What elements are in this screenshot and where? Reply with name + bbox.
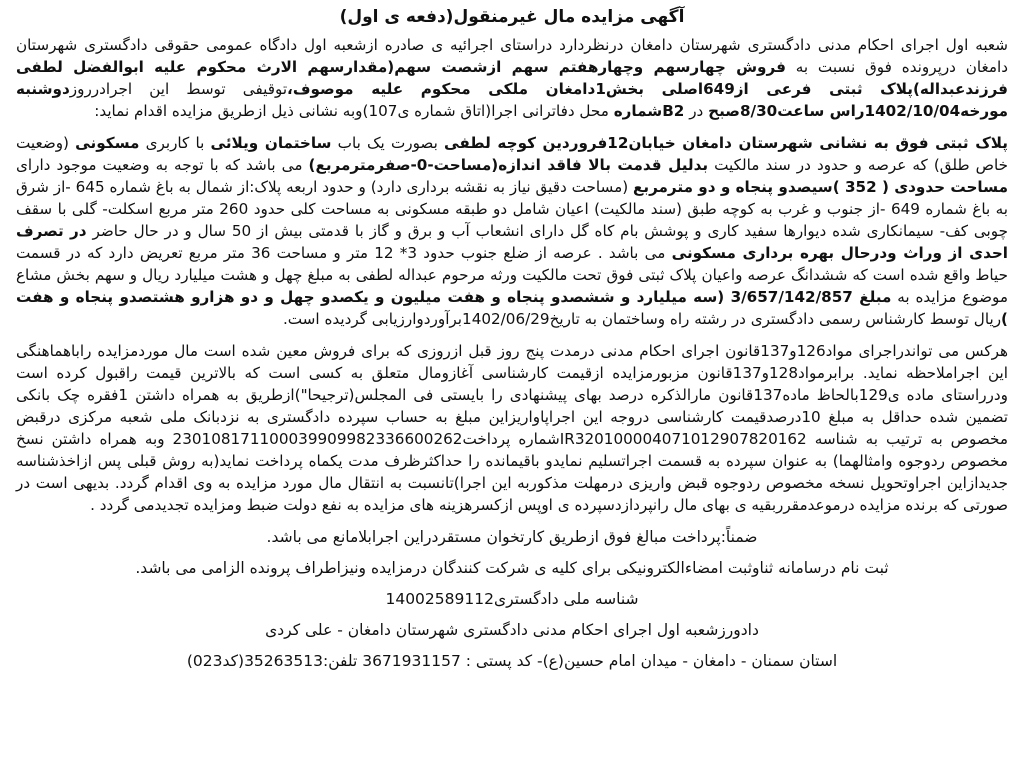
text-run: ریال توسط کارشناس رسمی دادگستری در رشته راه وساختمان به تاریخ1402/06/29برآوردوارزیابی گردیده است. [282,310,1002,328]
text-run: می باشد . عرصه از ضلع جنوب حدود 3* 12 متر و مساحت 36 متر مربع تعریض دارد که در قسمت حیاط واقع شده است که ششدانگ عرصه واعیان پلاک ثبتی فوق تحت مالکیت ورثه مرحوم عبداله لطفی به مبلغ چهل و هشت میلیارد ریال و سهم بخش مشاع موضوع مزایده به [16,244,1008,306]
bold-text-run: دوشنبه مورخه1402/10/04راس ساعت8/30صبح [16,80,1008,120]
auction-terms-paragraph [16,340,1008,516]
bold-text-run: فروش چهارسهم وچهارهفتم سهم ازشصت سهم(مقدارسهم الارث محکوم علیه ابوالفضل لطفی فرزندعبداله)پلاک ثبتی فرعی از649اصلی بخش1دامغان ملکی محکوم علیه موصوف، [16,58,1008,98]
text-run: (وضعیت خاص طلق) که عرصه و حدود در سند مالکیت [16,134,1008,174]
text-run: می باشد که با توجه به وضعیت موجود دارای [16,156,309,174]
text-run: شعبه اول اجرای احکام مدنی دادگستری شهرستان دامغان درنظردارد دراستای اجرائیه ی صادره ازشعبه اول دادگاه عمومی حقوقی دادگستری شهرستان دامغان درپرونده فوق نسبت به [16,36,1009,76]
bold-text-run: مساحت حدودی ( 352 )سیصدو پنجاه و دو مترمربع [633,178,1008,196]
address-line: استان سمنان - دامغان - میدان امام حسین(ع)- کد پستی : 3671931157 تلفن:35263513(کد023) [186,652,838,670]
property-description-paragraph [16,132,1008,330]
bold-text-run: ساختمان ویلائی [210,134,332,152]
text-run: با کاربری [139,134,211,152]
text-run: (مساحت دقیق نیاز به نقشه برداری دارد) و حدود اربعه پلاک:از شمال به باغ شماره 645 -از شرق به باغ شماره 649 -از جنوب و غرب به کوچه طبق (سند مالکیت) اعیان شامل دو طبقه مسکونی به مساحت کلی حدود 260 متر مربع اسکلت- گلی با سقف چوبی کف- سیمانکاری شده دیوارها سفید کاری و پوشش بام کاه گل دارای انشعاب آب و برق و گاز با قدمتی بیش از 50 سال و در حال حاضر [16,178,1009,240]
bold-text-run: پلاک ثبتی فوق به نشانی شهرستان دامغان خیابان12فروردین کوچه لطفی [444,134,1009,152]
registration-note: ثبت نام درسامانه ثناوثبت امضاءالکترونیکی برای کلیه ی شرکت کنندگان درمزایده ونیزاطراف پرونده الزامی می باشد. [135,559,889,577]
text-run: بصورت یک باب [331,134,444,152]
text-run: در [684,102,709,120]
bold-text-run: بدلیل قدمت بالا فاقد اندازه(مساحت-0-صفرمترمربع) [308,156,709,174]
text-run: هرکس می تواندراجرای مواد126و137قانون اجرای احکام مدنی درمدت پنج روز قبل ازروزی که برای فروش معین شده است مال موردمزایده راباهماهنگی این اجراملاحظه نماید. برابرمواد128و137قانون مزبورمزایده ازقیمت کارشناسی آغازومال متعلق به کسی است که بالاترین قیمت راقبول کرده است ودرراستای ماده ی129بالحاظ ماده137قانون مارالذکره درصد بهای پیشنهادی را بایستی فی المجلس(ترجیحا")ازطریق به همراه داشتن 1فقره چک بانکی تضمین شده حداقل به مبلغ 10درصدقیمت کارشناسی دروجه این اجراپاواریزاین مبلغ به حساب سپرده دادگستری به نزدبانک ملی شعبه مرکزی درقبض مخصوص به ترتیب به شناسه IR320100004071012907820162شماره پرداخت230108171100039909982336600262 وبه همراه داشتن نسخ مخصوص ردوجوه وامثالهما) به عنوان سپرده به قسمت اجراتسلیم نمایدو باقیمانده را حداکثرظرف مدت یکماه پرداخت نماید(به روش قبلی پس ازاخذشناسه جدیدازاین اجراوتحویل نسخه مخصوص ردوجوه قبض واریزی درمهلت مذکوربه این اجرا)تانسبت به انتقال مال مورد مزایده به وی اقدام گردد. بدیهی است در صورتی که برنده مزایده درموعدمقرربقیه ی بهای مال رانپردازدسپرده ی اوپس ازکسرهزینه های مزایده به نفع دولت ضبط ومزایده تجدیدمی گردد . [16,342,1008,514]
signature-line: دادورزشعبه اول اجرای احکام مدنی دادگستری شهرستان دامغان - علی کردی [265,621,759,639]
bold-text-run: در تصرف احدی از وراث ودرحال بهره برداری مسکونی [16,222,1008,262]
text-run: محل دفاترانی اجرا(اتاق شماره ی107)وبه نشانی ذیل ازطریق مزایده اقدام نماید: [94,102,614,120]
intro-paragraph [16,34,1008,122]
notice-title: آگهی مزایده مال غیرمنقول(دفعه ی اول) [339,7,685,27]
national-id-line: شناسه ملی دادگستری14002589112 [385,590,639,608]
text-run: توقیفی توسط این اجرادرروز [69,80,288,98]
bold-text-run: مسکونی [75,134,140,152]
bold-text-run: B2شماره [613,102,685,120]
card-payment-note: ضمناً:پرداخت مبالغ فوق ازطریق کارتخوان مستقردراین اجرابلامانع می باشد. [266,528,758,546]
bold-text-run: مبلغ 3/657/142/857 (سه میلیارد و ششصدو پنجاه و هفت میلیون و یکصدو چهل و دو هزارو هشتصدو پنجاه و هفت ) [16,288,1008,328]
